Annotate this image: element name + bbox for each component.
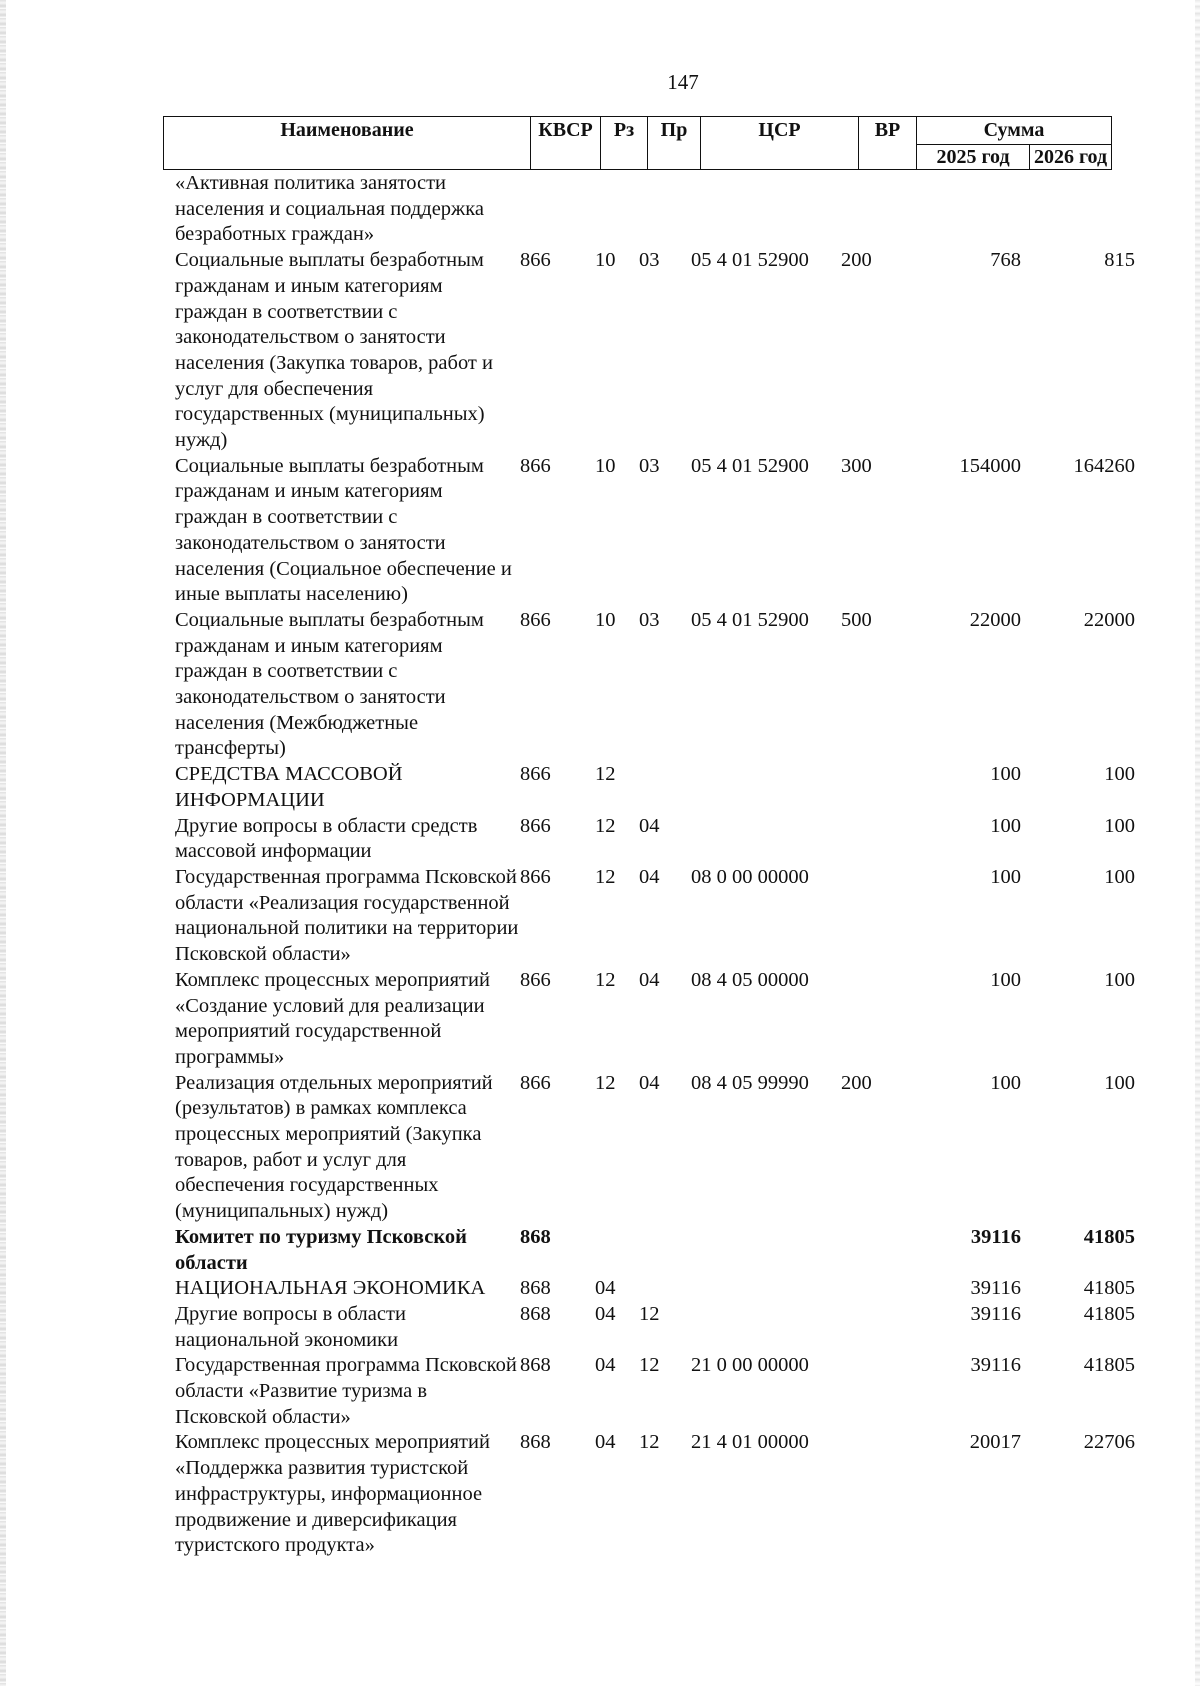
table-row [175, 1225, 1145, 1276]
row-kvsr: 868 [520, 1302, 551, 1325]
header-kvsr: КВСР [531, 117, 601, 170]
row-rz: 12 [595, 763, 616, 786]
row-rz: 12 [595, 1071, 616, 1094]
row-csr: 08 4 05 99990 [691, 1071, 809, 1094]
row-pr: 12 [639, 1354, 660, 1377]
header-vr: ВР [859, 117, 917, 170]
row-sum-2025: 22000 [969, 608, 1021, 631]
row-pr [639, 1276, 691, 1302]
row-sum-2026: 22000 [1083, 608, 1135, 631]
table-row [175, 608, 1145, 762]
row-name: СРЕДСТВА МАССОВОЙ ИНФОРМАЦИИ [175, 763, 403, 811]
row-sum-2025: 100 [990, 763, 1021, 786]
row-sum-2026: 100 [1104, 1071, 1135, 1094]
row-pr: 12 [639, 1302, 660, 1325]
row-name: Реализация отдельных мероприятий (результатов) в рамках комплекса процессных мероприятий (Закупка товаров, работ и услуг для обеспечения государственных (муниципальных) нужд) [175, 1071, 493, 1223]
table-row [175, 814, 1145, 865]
row-csr: 21 0 00 00000 [691, 1354, 809, 1377]
row-vr [841, 1302, 901, 1353]
row-pr: 04 [639, 814, 660, 837]
row-kvsr: 866 [520, 865, 551, 888]
row-rz: 12 [595, 865, 616, 888]
row-sum-2025: 100 [990, 814, 1021, 837]
row-csr: 05 4 01 52900 [691, 454, 809, 477]
row-kvsr: 868 [520, 1431, 551, 1454]
row-csr [691, 814, 841, 865]
row-sum-2026: 100 [1104, 865, 1135, 888]
row-pr: 03 [639, 608, 660, 631]
row-sum-2026: 100 [1104, 814, 1135, 837]
row-sum-2025: 100 [990, 1071, 1021, 1094]
row-name: Комитет по туризму Псковской области [175, 1225, 467, 1274]
row-rz: 12 [595, 968, 616, 991]
row-csr: 05 4 01 52900 [691, 249, 809, 272]
row-vr [841, 968, 901, 1071]
row-sum-2026: 815 [1104, 249, 1135, 272]
row-sum-2026: 100 [1104, 968, 1135, 991]
row-sum-2026: 41805 [1083, 1225, 1135, 1248]
table-row [175, 865, 1145, 968]
row-sum-2026: 22706 [1083, 1431, 1135, 1454]
row-sum-2026: 41805 [1083, 1354, 1135, 1377]
row-sum-2025: 100 [990, 865, 1021, 888]
row-csr: 21 4 01 00000 [691, 1431, 809, 1454]
row-sum-2025: 100 [990, 968, 1021, 991]
row-rz [595, 1225, 639, 1276]
row-pr [639, 171, 691, 248]
row-kvsr: 868 [520, 1277, 551, 1300]
row-kvsr: 866 [520, 1071, 551, 1094]
table-row [175, 248, 1145, 454]
row-kvsr: 868 [520, 1225, 551, 1248]
row-kvsr: 866 [520, 608, 551, 631]
row-csr: 05 4 01 52900 [691, 608, 809, 631]
table-row [175, 762, 1145, 813]
row-sum-2025: 39116 [970, 1302, 1021, 1325]
row-pr: 03 [639, 249, 660, 272]
row-pr: 04 [639, 968, 660, 991]
row-sum-2025: 39116 [970, 1354, 1021, 1377]
row-rz: 04 [595, 1431, 616, 1454]
row-name: Другие вопросы в области национальной экономики [175, 1302, 406, 1351]
row-vr: 300 [841, 454, 872, 477]
row-name: «Активная политика занятости населения и социальная поддержка безработных граждан» [175, 172, 484, 246]
row-rz: 12 [595, 814, 616, 837]
scan-edge-right [1195, 0, 1200, 1686]
row-vr: 200 [841, 1071, 872, 1094]
table-row [175, 968, 1145, 1071]
row-kvsr: 868 [520, 1354, 551, 1377]
row-sum-2025: 154000 [959, 454, 1021, 477]
header-year-2026: 2026 год [1030, 145, 1112, 170]
table-row [175, 1071, 1145, 1225]
row-kvsr [520, 171, 595, 248]
row-csr: 08 0 00 00000 [691, 865, 809, 888]
table-row [175, 1353, 1145, 1430]
row-name: Государственная программа Псковской области «Развитие туризма в Псковской области» [175, 1354, 517, 1428]
row-pr: 04 [639, 1071, 660, 1094]
row-sum-2026: 41805 [1083, 1277, 1135, 1300]
row-name: Социальные выплаты безработным гражданам и иным категориям граждан в соответствии с законодательством о занятости населения (Межбюджетные трансферты) [175, 608, 484, 760]
row-rz [595, 171, 639, 248]
row-kvsr: 866 [520, 249, 551, 272]
row-name: Комплекс процессных мероприятий «Поддержка развития туристской инфраструктуры, информационное продвижение и диверсификация туристского продукта» [175, 1431, 490, 1557]
table-row [175, 1302, 1145, 1353]
row-rz: 04 [595, 1302, 616, 1325]
row-vr: 500 [841, 608, 872, 631]
row-sum-2026 [1021, 171, 1135, 248]
table-body [175, 171, 1145, 1559]
row-csr [691, 171, 841, 248]
row-name: НАЦИОНАЛЬНАЯ ЭКОНОМИКА [175, 1277, 486, 1300]
row-csr [691, 1302, 841, 1353]
row-name: Социальные выплаты безработным гражданам и иным категориям граждан в соответствии с законодательством о занятости населения (Закупка товаров, работ и услуг для обеспечения государственных (муниципальных) нужд) [175, 249, 493, 452]
header-year-2025: 2025 год [917, 145, 1030, 170]
row-pr: 04 [639, 865, 660, 888]
row-name: Другие вопросы в области средств массовой информации [175, 814, 478, 863]
row-name: Комплекс процессных мероприятий «Создание условий для реализации мероприятий государственной программы» [175, 968, 490, 1068]
row-rz: 04 [595, 1277, 616, 1300]
row-pr [639, 1225, 691, 1276]
header-csr: ЦСР [701, 117, 859, 170]
row-vr [841, 171, 901, 248]
row-rz: 10 [595, 454, 616, 477]
table-row [175, 1430, 1145, 1559]
header-sum: Сумма [917, 117, 1112, 145]
row-vr [841, 1225, 901, 1276]
row-vr [841, 762, 901, 813]
row-vr [841, 814, 901, 865]
row-name: Государственная программа Псковской области «Реализация государственной национальной политики на территории Псковской области» [175, 865, 519, 966]
header-rz: Рз [601, 117, 648, 170]
row-sum-2025: 20017 [969, 1431, 1021, 1454]
row-csr: 08 4 05 00000 [691, 968, 809, 991]
row-kvsr: 866 [520, 814, 551, 837]
page-number: 147 [667, 70, 699, 94]
row-sum-2026: 164260 [1073, 454, 1135, 477]
row-pr [639, 762, 691, 813]
row-sum-2025: 39116 [970, 1225, 1021, 1248]
row-pr: 03 [639, 454, 660, 477]
row-rz: 10 [595, 608, 616, 631]
row-name: Социальные выплаты безработным гражданам и иным категориям граждан в соответствии с законодательством о занятости населения (Социальное обеспечение и иные выплаты населению) [175, 454, 512, 606]
row-csr [691, 1225, 841, 1276]
row-vr [841, 865, 901, 968]
row-csr [691, 1276, 841, 1302]
table-row [175, 1276, 1145, 1302]
row-kvsr: 866 [520, 968, 551, 991]
row-sum-2026: 41805 [1083, 1302, 1135, 1325]
row-sum-2025: 768 [990, 249, 1021, 272]
header-pr: Пр [648, 117, 701, 170]
row-rz: 04 [595, 1354, 616, 1377]
header-name: Наименование [164, 117, 531, 170]
row-sum-2025: 39116 [970, 1277, 1021, 1300]
row-kvsr: 866 [520, 454, 551, 477]
table-row [175, 171, 1145, 248]
row-kvsr: 866 [520, 763, 551, 786]
row-vr [841, 1276, 901, 1302]
scan-edge-left [0, 0, 6, 1686]
row-vr: 200 [841, 249, 872, 272]
row-sum-2025 [901, 171, 1021, 248]
row-vr [841, 1430, 901, 1559]
row-csr [691, 762, 841, 813]
row-vr [841, 1353, 901, 1430]
table-header [163, 116, 1112, 170]
row-pr: 12 [639, 1431, 660, 1454]
table-row [175, 454, 1145, 608]
row-rz: 10 [595, 249, 616, 272]
row-sum-2026: 100 [1104, 763, 1135, 786]
